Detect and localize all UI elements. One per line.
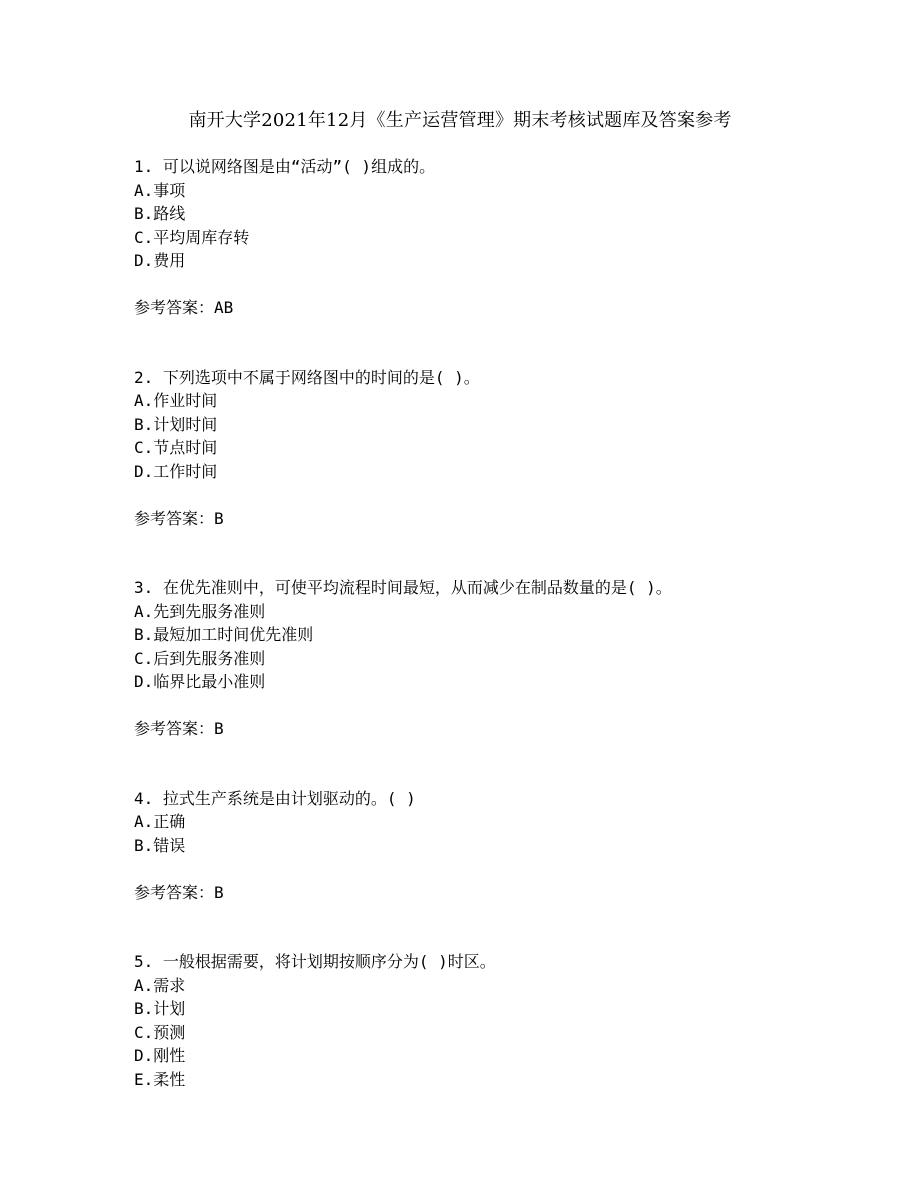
question-2 [134,366,834,577]
question-spacer [134,904,834,950]
question-option: D.临界比最小准则 [134,672,266,691]
question-spacer [134,741,834,787]
question-option: D.工作时间 [134,461,218,481]
question-stem: 2. 下列选项中不属于网络图中的时间的是( )。 [134,367,480,387]
question-option: A.事项 [134,180,186,200]
question-3 [134,576,834,787]
question-option: D.费用 [134,251,186,270]
reference-answer: 参考答案：B [134,719,224,738]
question-1 [134,155,834,366]
question-option: B.计划时间 [134,414,218,434]
question-option: B.最短加工时间优先准则 [134,625,314,644]
question-option: C.预测 [134,1022,186,1042]
reference-answer: 参考答案：AB [134,298,234,317]
question-stem: 3. 在优先准则中，可使平均流程时间最短，从而减少在制品数量的是( )。 [134,578,672,597]
question-option: A.正确 [134,812,186,831]
question-option: B.计划 [134,999,186,1018]
question-option: C.节点时间 [134,438,218,457]
question-option: A.作业时间 [134,391,218,410]
question-option: A.先到先服务准则 [134,601,266,621]
question-spacer [134,320,834,366]
question-option: A.需求 [134,975,186,995]
question-option: C.平均周库存转 [134,227,250,247]
question-5 [134,950,834,1091]
question-option: D.刚性 [134,1046,186,1065]
question-list [134,155,834,1091]
question-spacer [134,530,834,576]
question-option: B.路线 [134,204,186,223]
question-stem: 1. 可以说网络图是由“活动”( )组成的。 [134,157,436,176]
question-option: B.错误 [134,835,186,855]
reference-answer: 参考答案：B [134,508,224,528]
question-4 [134,787,834,951]
question-option: C.后到先服务准则 [134,648,266,668]
question-option: E.柔性 [134,1069,186,1089]
question-stem: 5. 一般根据需要，将计划期按顺序分为( )时区。 [134,952,496,971]
document-title: 南开大学2021年12月《生产运营管理》期末考核试题库及答案参考 [188,110,732,131]
reference-answer: 参考答案：B [134,882,224,902]
question-stem: 4. 拉式生产系统是由计划驱动的。( ) [134,788,416,808]
